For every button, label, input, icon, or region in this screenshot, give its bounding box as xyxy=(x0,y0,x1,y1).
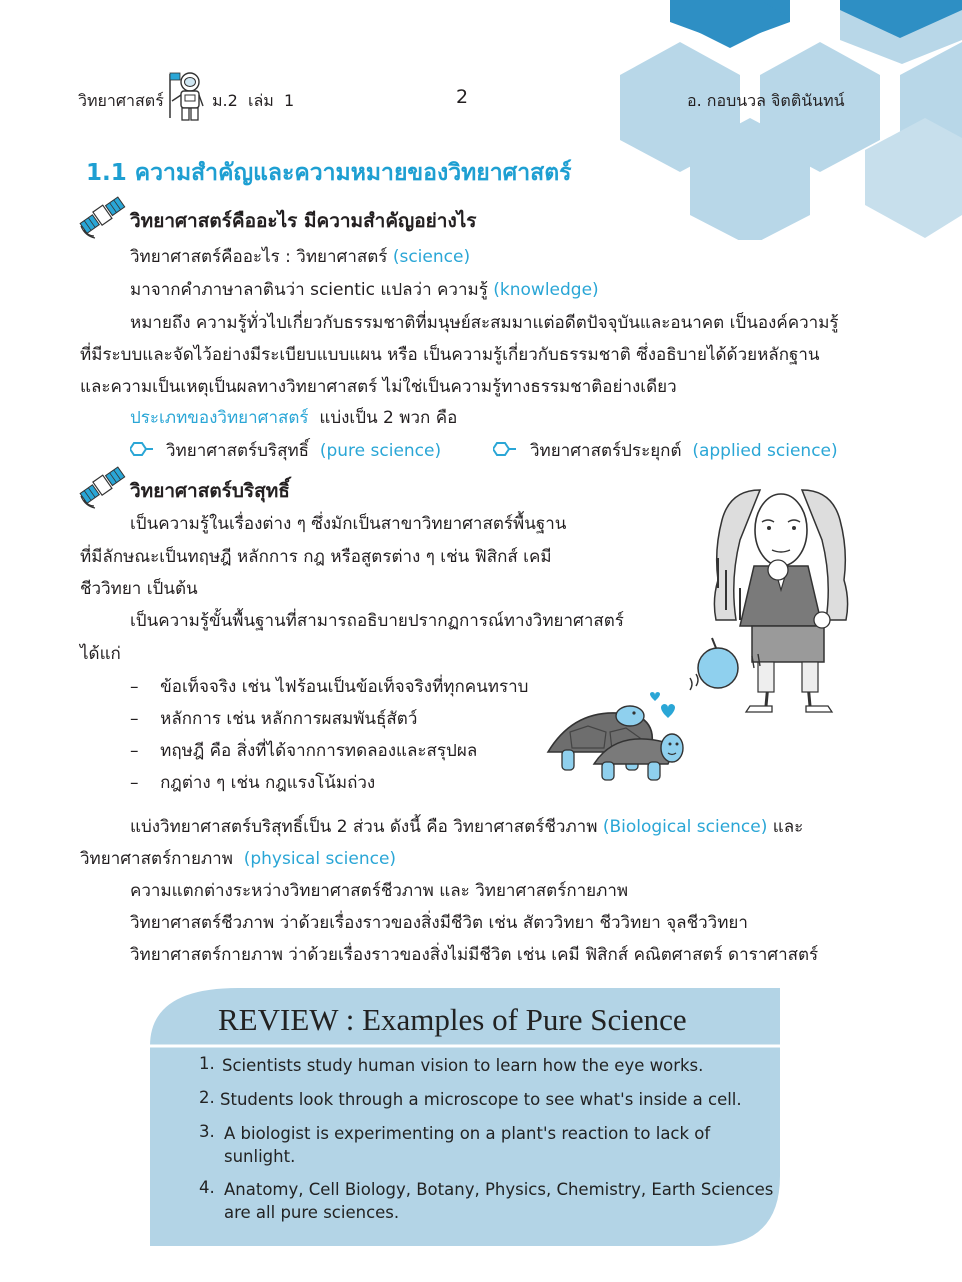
list-item: – ข้อเท็จจริง เช่น ไฟร้อนเป็นข้อเท็จจริงที่ทุกคนทราบ xyxy=(130,677,529,697)
pure-p3: ชีววิทยา เป็นต้น xyxy=(80,579,198,599)
section-title: 1.1 ความสำคัญและความหมายของวิทยาศาสตร์ xyxy=(86,160,572,186)
header-subject: วิทยาศาสตร์ xyxy=(78,91,164,110)
pure-p4: เป็นความรู้ขั้นพื้นฐานที่สามารถอธิบายปรากฏการณ์ทางวิทยาศาสตร์ xyxy=(130,611,624,631)
satellite-icon xyxy=(78,464,128,510)
review-item-number: 3. xyxy=(199,1122,215,1141)
page-number: 2 xyxy=(456,86,469,108)
review-item-number: 1. xyxy=(199,1054,215,1073)
heading-what-is-science: วิทยาศาสตร์คืออะไร มีความสำคัญอย่างไร xyxy=(130,210,477,232)
pure-p2: ที่มีลักษณะเป็นทฤษฎี หลักการ กฎ หรือสูตรต่าง ๆ เช่น ฟิสิกส์ เคมี xyxy=(80,547,552,567)
hexagon-bullet-icon xyxy=(493,442,517,456)
list-item: – กฎต่าง ๆ เช่น กฎแรงโน้มถ่วง xyxy=(130,773,376,793)
list-item: – ทฤษฎี คือ สิ่งที่ได้จากการทดลองและสรุปผล xyxy=(130,741,478,761)
satellite-icon xyxy=(78,194,128,240)
phys-line: วิทยาศาสตร์กายภาพ ว่าด้วยเรื่องราวของสิ่งไม่มีชีวิต เช่น เคมี ฟิสิกส์ คณิตศาสตร์ ดาราศาสตร์ xyxy=(130,945,819,965)
review-title: REVIEW : Examples of Pure Science xyxy=(218,1002,687,1037)
review-item: A biologist is experimenting on a plant's reaction to lack of xyxy=(224,1124,711,1143)
what-is-line1: วิทยาศาสตร์คืออะไร : วิทยาศาสตร์ (science) xyxy=(130,247,471,267)
pure-p1: เป็นความรู้ในเรื่องต่าง ๆ ซึ่งมักเป็นสาขาวิทยาศาสตร์พื้นฐาน xyxy=(130,514,567,534)
type-applied: วิทยาศาสตร์ประยุกต์ (applied science) xyxy=(530,441,838,461)
what-is-para1: หมายถึง ความรู้ทั่วไปเกี่ยวกับธรรมชาติที่มนุษย์สะสมมาแต่อดีตปัจจุบันและอนาคต เป็นองค์ความรู้ xyxy=(130,313,839,333)
astronaut-icon xyxy=(166,68,206,122)
split-line2: วิทยาศาสตร์กายภาพ (physical science) xyxy=(80,849,397,869)
bio-line: วิทยาศาสตร์ชีวภาพ ว่าด้วยเรื่องราวของสิ่งมีชีวิต เช่น สัตววิทยา ชีววิทยา จุลชีววิทยา xyxy=(130,913,748,933)
type-pure: วิทยาศาสตร์บริสุทธิ์ (pure science) xyxy=(166,441,442,461)
types-line: ประเภทของวิทยาศาสตร์ แบ่งเป็น 2 พวก คือ xyxy=(130,408,458,428)
review-item-number: 2. xyxy=(199,1088,215,1107)
review-item-cont: are all pure sciences. xyxy=(224,1203,400,1222)
review-item: Students look through a microscope to see what's inside a cell. xyxy=(220,1090,742,1109)
hexagon-decoration xyxy=(0,0,962,240)
diff-line: ความแตกต่างระหว่างวิทยาศาสตร์ชีวภาพ และ วิทยาศาสตร์กายภาพ xyxy=(130,881,629,901)
header-grade: ม.2 เล่ม 1 xyxy=(212,91,295,110)
heading-pure-science: วิทยาศาสตร์บริสุทธิ์ xyxy=(130,480,290,502)
review-item-number: 4. xyxy=(199,1178,215,1197)
what-is-para2: ที่มีระบบและจัดไว้อย่างมีระเบียบแบบแผน หรือ เป็นความรู้เกี่ยวกับธรรมชาติ ซึ่งอธิบายได้ด้วยหลักฐาน xyxy=(80,345,820,365)
what-is-para3: และความเป็นเหตุเป็นผลทางวิทยาศาสตร์ ไม่ใช่เป็นความรู้ทางธรรมชาติอย่างเดียว xyxy=(80,377,677,397)
review-item-cont: sunlight. xyxy=(224,1147,296,1166)
hexagon-bullet-icon xyxy=(130,442,154,456)
science-illustration xyxy=(540,470,862,800)
what-is-line2: มาจากคำภาษาลาตินว่า scientic แปลว่า ความรู้ (knowledge) xyxy=(130,280,599,300)
split-line: แบ่งวิทยาศาสตร์บริสุทธิ์เป็น 2 ส่วน ดังนี้ คือ วิทยาศาสตร์ชีวภาพ (Biological science) และ xyxy=(130,817,804,837)
review-item: Anatomy, Cell Biology, Botany, Physics, Chemistry, Earth Sciences xyxy=(224,1180,774,1199)
header-author: อ. กอบนวล จิตตินันทน์ xyxy=(687,91,845,110)
review-item: Scientists study human vision to learn how the eye works. xyxy=(222,1056,704,1075)
list-item: – หลักการ เช่น หลักการผสมพันธุ์สัตว์ xyxy=(130,709,418,729)
pure-p5: ได้แก่ xyxy=(80,644,121,664)
